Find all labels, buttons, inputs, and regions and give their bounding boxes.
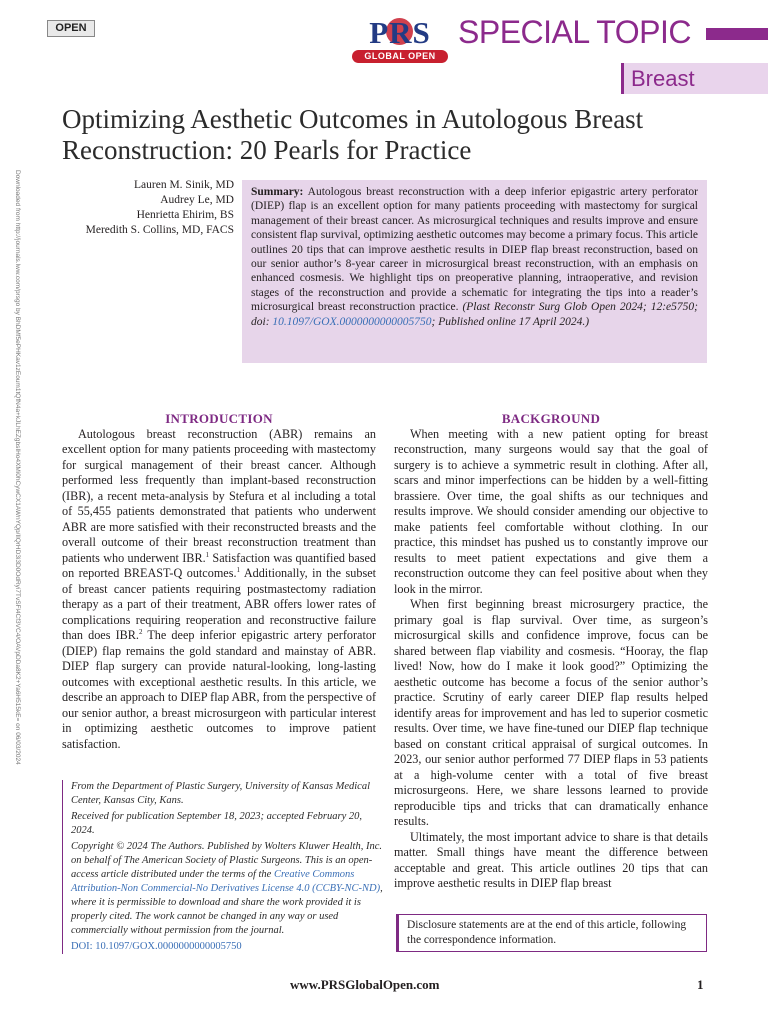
logo-band: GLOBAL OPEN	[352, 50, 448, 63]
author: Audrey Le, MD	[160, 194, 234, 206]
disclosure-box: Disclosure statements are at the end of this article, following the correspondence information.	[396, 914, 707, 952]
received-note: Received for publication September 18, 2023; accepted February 20, 2024.	[71, 811, 362, 836]
page-number: 1	[697, 977, 704, 992]
logo-text: PRS	[369, 15, 431, 50]
background-paragraph-3: Ultimately, the most important advice to share is that details matter. Small things have meant the difference between acceptable and great. This article outlines 20 tips that can improve aesthetic results in DIEP flap breast	[394, 829, 708, 890]
download-watermark-text: Downloaded from http://journals.lww.com/prsgo by BhDMf5ePHKav1zEoum1tQfN4a+kJLhEZgbsIHo4XMi0hCywCX1AWnYQp/IlQrHD3i3D0OdRyi7TvSFl4Cf3VC4/OAVpDDa8K2+Ya6H515kE= on 06/03/2024	[14, 170, 21, 765]
reference-1[interactable]: 1	[205, 550, 210, 559]
doi-link[interactable]: DOI: 10.1097/GOX.0000000000005750	[71, 941, 242, 952]
introduction-paragraph: Autologous breast reconstruction (ABR) remains an excellent option for many patients proceeding with mastectomy for surgical management of their breast cancer. Although performed less frequently than implant-based reconstruction (IBR), a recent meta-analysis by Stefura et al including a total of 55,455 patients demonstrated that patients who underwent ABR are more satisfied with their reconstructed breasts and the overall outcome of their breast reconstruction treatment than patients who underwent IBR.$^1$ Satisfaction was quantified based on reported BREAST-Q outcomes.$^1$ Additionally, in the subset of breast cancer patients requiring postmastectomy radiation therapy as a part of their treatment, ABR offers lower rates of complications requiring reoperation and reconstructive failure than does IBR.$^2$ The deep inferior epigastric artery perforator (DIEP) flap remains the gold standard and mainstay of ABR. DIEP flap surgery can provide natural-looking, long-lasting outcomes with exceptional aesthetic results. In this article, we describe an approach to DIEP flap ABR, from the perspective of our senior author, a breast microsurgeon with particular interest in optimizing aesthetic outcomes to improve patient satisfaction.	[62, 426, 377, 751]
author-list	[62, 178, 234, 238]
section-label: Breast	[631, 66, 695, 91]
open-access-badge: OPEN	[47, 20, 95, 37]
article-title: Optimizing Aesthetic Outcomes in Autologous Breast Reconstruction: 20 Pearls for Practice	[62, 104, 644, 165]
introduction-heading: INTRODUCTION	[165, 411, 273, 426]
summary-box	[242, 180, 707, 363]
section-banner-tick	[621, 63, 624, 94]
summary-label: Summary:	[251, 186, 304, 198]
background-paragraph-2: When first beginning breast microsurgery practice, the primary goal is flap survival. Over time, as surgeon’s microsurgical skills and confidence improve, focus can be shared between flap viability and cosmesis. “Hooray, the flap lived! Now, how do I make it look good?” Optimizing the aesthetic outcome has become a focus of the senior author’s practice. Scrutiny of early career DIEP flap results helped identify areas for improvement and has led to superior cosmetic results. Over time, we have fine-tuned our DIEP flap technique based on constant critical appraisal of surgical outcomes. In 2023, our senior author performed 77 DIEP flaps in 53 patients at a high-volume center with a total of five breast microsurgeons. Here, we share lessons learned to provide reproducible tips and tricks that can dramatically enhance results.	[394, 597, 708, 828]
affiliation-box	[62, 780, 385, 954]
download-watermark	[12, 170, 38, 765]
summary-text: Autologous breast reconstruction with a deep inferior epigastric artery perforator (DIEP) flap is an excellent option for many patients proceeding with mastectomy for surgical management of their breast cancer. As microsurgical techniques and results improve and ensure consistent flap survival, optimizing aesthetic outcomes may become a primary focus. This article outlines 20 tips that can improve aesthetic results in DIEP flap breast reconstruction, based on our senior author’s 8-year career in microsurgical breast reconstruction, with an emphasis on enhanced cosmesis. We highlight tips on preoperative planning, intraoperative, and revision stages of the reconstruction and provide a schematic for integrating the tips into a reader’s microsurgical breast reconstruction practice.	[251, 186, 698, 314]
prs-global-open-logo[interactable]	[350, 16, 450, 66]
background-section	[394, 411, 708, 892]
reference-2[interactable]: 2	[138, 627, 143, 636]
summary-doi-link[interactable]: 10.1097/GOX.0000000000005750	[272, 315, 432, 328]
special-topic-label: SPECIAL TOPIC	[458, 14, 691, 50]
summary-citation: (Plast Reconstr Surg Glob Open 2024; 12:e5750; doi: 10.1097/GOX.0000000000005750; Published online 17 April 2024.)	[251, 301, 698, 328]
license-link[interactable]: Creative Commons Attribution-Non Commercial-No Derivatives License 4.0 (CCBY-NC-ND)	[71, 869, 381, 894]
author: Lauren M. Sinik, MD	[134, 179, 234, 191]
copyright-note: Copyright © 2024 The Authors. Published by Wolters Kluwer Health, Inc. on behalf of The American Society of Plastic Surgeons. This is an open-access article distributed under the terms of the Creative Commons Attribution-Non Commercial-No Derivatives License 4.0 (CCBY-NC-ND), where it is permissible to download and share the work provided it is properly cited. The work cannot be changed in any way or used commercially without permission from the journal.	[71, 841, 383, 936]
journal-url[interactable]: www.PRSGlobalOpen.com	[290, 977, 440, 992]
author: Meredith S. Collins, MD, FACS	[85, 224, 234, 236]
reference-1[interactable]: 1	[236, 565, 240, 574]
background-heading: BACKGROUND	[501, 411, 601, 426]
background-paragraph-1: When meeting with a new patient opting for breast reconstruction, many surgeons would say that the goal of surgery is to achieve a symmetric result in clothing. After all, scars and minor imperfections can be hidden by a well-fitting brassiere. Over time, the goal shifts as our techniques and results improve. We should consider amending our objective to make patients feel comfortable without clothing. In our practice, this mindset has pushed us to constantly improve our results to meet patient expectations and give them a reconstruction outcome they can feel positive about when they look in the mirror.	[394, 426, 708, 596]
department-note: From the Department of Plastic Surgery, University of Kansas Medical Center, Kansas City, Kans.	[71, 781, 371, 806]
header-accent-bar	[706, 28, 768, 40]
author: Henrietta Ehirim, BS	[136, 209, 234, 221]
introduction-section	[62, 411, 376, 752]
